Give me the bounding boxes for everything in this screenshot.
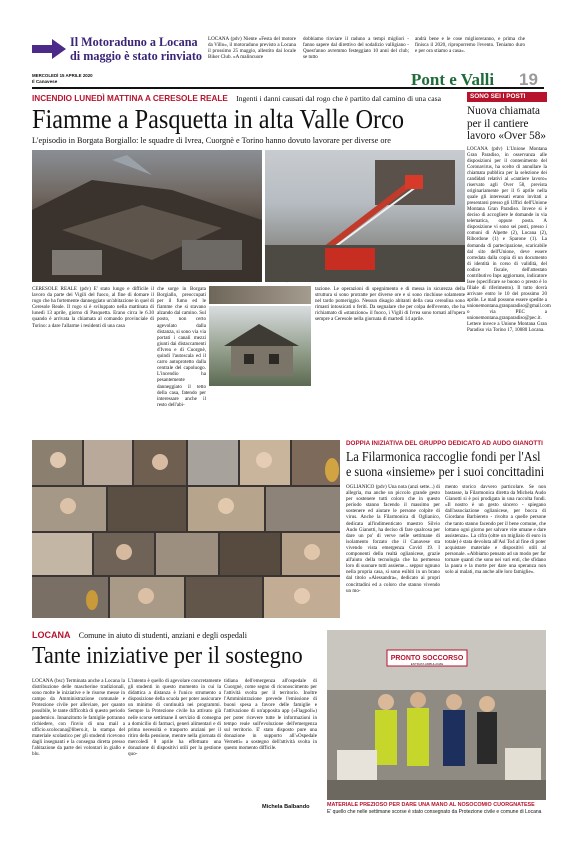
music-photo-collage [32, 440, 340, 618]
locana-body-col2: L'intento è quello di agevolare concretamente gli studenti in questo momento in cui la didattica a distanza è l'unico strumento a disposizione della scuola per poter assicurare un minimo di continuità nei programmi. Sempre la Protezione civile ha attivato già nelle scorse settimane il servizio di consegna a domicilio di farmaci, generi alimentari e di prima necessità e trasporto anziani per il ritiro della pensione, mentre nella giornata di mercoledì 8 aprile ha effettuato una donazione di dispositivi utili per la gestione quo- [128, 678, 221, 758]
fire-photo-roof-ruins [32, 150, 262, 282]
motoraduno-headline-line2: di maggio è stato rinviato [70, 49, 203, 63]
locana-photo-volunteers [327, 630, 546, 800]
fire-kicker-sub: Ingenti i danni causati dal rogo che è partito dal camino di una casa [236, 94, 441, 103]
page-number: 19 [519, 70, 538, 89]
fire-subheadline: L'episodio in Borgata Borgiallo: le squadre di Ivrea, Cuorgnè e Torino hanno dovuto lavorare per diverse ore [32, 135, 391, 145]
fire-photo-house-trees [209, 306, 311, 386]
motoraduno-headline [70, 35, 212, 63]
music-headline-line1: La Filarmonica raccoglie fondi per l'Asl [346, 449, 541, 464]
locana-body-col1: LOCANA (bsc) Terminata anche a Locana la distribuzione delle mascherine tradizionali, sono molte le iniziative e le risorse messe in campo da Amministrazione comunale e Protezione civile per alleviare, per quanto possibile, le tante difficoltà di questo periodo pandemico. Innanzitutto le famiglie potranno richiedere, con l'invio di una mail a ufficio.scolocana@libero.it, la stampa del materiale scolastico per gli studenti ricevono dagli insegnanti e la consegna diretta presso l'abitazione da parte dei volontari in giallo e blu. [32, 678, 125, 758]
fire-body-col1: CERESOLE REALE (pdv) E' stato lungo e difficile il lavoro da parte dei Vigili del fuoco, al fine di domare il rogo che ha fortemente danneggiato un'abitazione in quel di Ceresole Reale. Il rogo si è sviluppato nella mattinata di lunedì 13 aprile, giorno di Pasquetta. Erano circa le 6.30 quando è arrivata la chiamata al comando provinciale di Torino: a dare l'allarme i residenti di una casa [32, 286, 154, 329]
music-body-col1: OGLIANICO (pdv) Una nota (anzi sette...) di allegria, ma anche un piccolo grande gesto per sostenere tutti coloro che in questo periodo stanno facendo il massimo per sostenere ed aiutare le persone colpite di virus. Anche la Filarmonica di Oglianico, dedicata all'indimenticato maestro Silvio Audo Gianotti, ha deciso di fare qualcosa per dare un po' di verve nelle settimane di isolamento forzato che il Canavese sta vivendo vista emergenza Covid 19. I componenti della realtà oglianicese, grazie all'aiuto della tecnologia che ha permesso loro di suonare tutti assieme... seppur ognuno nella propria casa, si sono esibiti in un brano dal titolo «Alessandra», dedicato ai propri concittadini ed a coloro che stanno vivendo un mo- [346, 484, 440, 594]
fire-kicker-main: INCENDIO LUNEDÌ MATTINA A CERESOLE REALE [32, 94, 228, 103]
fire-headline: Fiamme a Pasquetta in alta Valle Orco [32, 104, 405, 134]
locana-tag: LOCANA [32, 630, 71, 640]
locana-tag-row [32, 630, 332, 641]
music-headline-line2: e suona «insieme» per i suoi concittadini [346, 464, 545, 479]
music-body-col2: mento storico davvero particolare. Se non bastasse, la Filarmonica diretta da Michela Audo Gianotti si è poi prodigata in una raccolta fondi. «Il nostro è un gesto sincero - spiegano dall'associazione oglianicese, per bocca di Giordano Barbiereto - rivolto a quelle persone che tanto stanno facendo per il bene comune, che lottano ogni giorno per salvare vite umane e dare assistenza». La cifra (oltre un migliaio di euro in totale) è stata devoluta all'Asl To4 al fine di poter acquistare materiale e dispositivi utili al personale. «Abbiamo pensato ad un modo per far tornare quanti che sono nei vari enti, che sfidano la paura e la morte per dare una speranza non solo ai malati, ma anche alle loro famiglie». [445, 484, 546, 576]
fire-kicker [32, 93, 464, 104]
locana-byline: Michela Balbando [262, 804, 310, 810]
motoraduno-brief-col1: LOCANA (pdv) Niente «Festa del motore da Villo», il motoraduno previsto a Locana il prossimo 25 maggio, allestito dai locale Biker Club. «A malincuore [208, 36, 296, 61]
music-kicker: DOPPIA INIZIATIVA DEL GRUPPO DEDICATO AD AUDO GIANOTTI [346, 440, 543, 447]
locana-body-col3: tidiana dell'emergenza all'ospedale di Cuorgnè, come segno di riconoscimento per l'attività svolta per il territorio. Inoltre l'Amministrazione prevede l'emissione di buoni spesa a favore delle famiglie e l'attivazione di un'apposita app («Flagpoli») per poter ricevere tutte le informazioni in tempo reale sull'evoluzione dell'emergenza sul territorio. E' stato disposto pure una donazione in supporto all'«Ospedale Vernetti» a sostegno dell'attività svolta in questo momento difficile. [224, 678, 317, 752]
fire-photo-ladder-truck [265, 150, 465, 282]
motoraduno-brief-col2: dobbiamo rinviare il raduno a tempi migliori - fanno sapere dal direttivo del sodalizio valligiano - Quest'anno avremmo festeggiato 10 anni del club; se tutto [303, 36, 409, 61]
issue-date: MERCOLEDÌ 15 APRILE 2020 [32, 73, 93, 78]
locana-tag-sub: Comune in aiuto di studenti, anziani e degli ospedali [78, 631, 247, 640]
sidebar-box [467, 92, 551, 432]
fire-body-col2: che sorge in Borgata Borgiallo, preoccupati per il fumo ed le fiamme che si stavano alzando dal camino. Sul posto, non certo agevolato dalla distanza, si sono via via portati i canali mezzi giunti dai distaccamenti d'Ivrea e di Cuorgnè, quindi l'autoscala ed il carro autoprotetto dalla centrale del capoluogo. L'incendio ha pesantemente danneggiato il tetto della casa, fatendo per interessare anche il resto dell'abi- [157, 286, 206, 408]
pronto-soccorso-sub: ENTRATA AMBULANZE [410, 662, 444, 666]
locana-photo-caption-title: MATERIALE PREZIOSO PER DARE UNA MANO AL NOSOCOMIO CUORGNATESE [327, 802, 535, 808]
locana-photo-caption-text: E' quello che nelle settimane scorse è stato consegnato da Protezione civile e comune di Locana [327, 809, 542, 815]
arrow-icon [32, 39, 66, 59]
paper-name: Il Canavese [32, 79, 58, 84]
sidebar-kicker: SONO SEI I POSTI [467, 92, 547, 102]
motoraduno-brief-col3: andrà bene e le cose miglioreranno, e prima che finisca il 2020, riproporremo l'evento. Teniamo duro e per ora stiamo a casa». [415, 36, 525, 55]
sidebar-title: Nuova chiamata per il cantiere lavoro «Over 58» [467, 105, 546, 143]
section-title: Pont e Valli [411, 70, 495, 89]
locana-headline: Tante iniziative per il sostegno [32, 643, 303, 669]
sidebar-body: LOCANA (pdv) L'Unione Montana Gran Paradiso, in osservanza alle disposizioni per il contenimento del Coronavirus, ha scelto di annullare la chiamata pubblica per la selezione dei candidati relativi al «cantiere lavoro» riservato agli Over 58, prevista originariamente per il 6 aprile nella quale gli interessati erano invitati a presentarsi presso gli Uffici dell'Unione Montana Gran Paradiso. Invece si è deciso di accogliere le domande in via telematica, oppure posta. A disposizione vi sono sei posti, presso i comuni di Alpette (2), Locana (2), Ribordone (1) e Sparone (1). La domanda di partecipazione, scaricabile dal sito dell'Unione, deve essere corredata dalla copia di un documento di identità in corso di validità, del codice fiscale, dell'attestato contributivo Inps aggiornato, indicatore Isee (specificare se buono o presto è lo filiale di riferimento). Il tutto dovrà arrivare entro le 10 del prossimo 20 aprile. Le mail possono essere spedite a unionemontana.granparadiso@gmail.com o via PEC a unionemontana.granparadiso@pec.it. Lettere invece a Unione Montana Gran Paradiso via Torino 17, 10080 Locana. [467, 146, 551, 334]
music-headline [346, 449, 545, 479]
motoraduno-headline-line1: Il Motoraduno a Locana [70, 35, 198, 49]
fire-photo-collapsed-wall [209, 286, 311, 304]
fire-body-col3: tazione. Le operazioni di spegnimento e di messa in sicurezza della struttura si sono protratte per diverse ore e si sono rinchiuse solamente nel tardo pomeriggio. Nessun disagio abitanti della casa cerealina sono rimasti intossicati o feriti. Da segnalare che per colpa dell'evento, che ha richiamato di «stanziono» il fuoco, i Vigili di Ivrea sono tornati all'opera sempre a Ceresole nella giornata di martedì 14 aprile. [315, 286, 465, 323]
pronto-soccorso-sign: PRONTO SOCCORSO [390, 655, 464, 662]
